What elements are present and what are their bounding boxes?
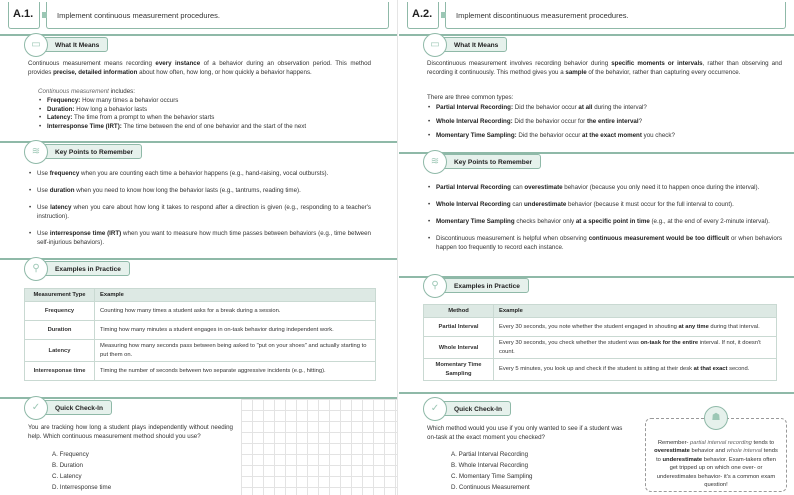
includes-rest: includes:	[108, 88, 135, 95]
bold-text: Interresponse Time (IRT):	[47, 123, 122, 131]
notes-grid	[241, 399, 397, 495]
text: checks behavior only	[514, 217, 576, 225]
what-it-means-header: What It Means	[429, 37, 507, 52]
bold-text: overestimate	[654, 448, 690, 455]
list-item	[427, 118, 782, 127]
text: you check?	[641, 131, 675, 139]
text: when you are counting each time a behavior happens (e.g., hand-raising, vocal outbursts).	[79, 170, 329, 177]
quiz-options	[43, 450, 111, 493]
column-header: Example	[95, 289, 376, 302]
list-item	[427, 235, 782, 253]
examples-header: Examples in Practice	[30, 261, 130, 276]
key-points-icon: ≋	[24, 140, 48, 164]
list-item	[28, 204, 371, 222]
bold-text: Latency:	[47, 114, 73, 122]
type-cell	[424, 359, 494, 381]
column-header: Measurement Type	[25, 289, 95, 302]
bold-text: specific moments or intervals	[611, 60, 703, 67]
bold-text: Whole Interval Recording	[436, 200, 511, 208]
text: or when behaviors happen too frequently to record each instance.	[436, 234, 782, 251]
bold-text: at a specific point in time	[575, 217, 650, 225]
list-item	[427, 201, 782, 210]
text: Every 30 seconds, you note whether the student engaged in shouting	[499, 324, 679, 331]
text: Discontinuous measurement is helpful when observing	[436, 234, 589, 242]
definition-paragraph	[427, 60, 782, 78]
quiz-option[interactable]: C. Latency	[52, 472, 82, 480]
text: How many times a behavior occurs	[80, 97, 179, 104]
bold-text: Partial Interval Recording:	[436, 104, 514, 111]
divider	[399, 34, 794, 36]
list-item	[38, 114, 377, 123]
table-row	[424, 359, 777, 381]
text: Use	[37, 203, 51, 211]
examples-table	[24, 288, 376, 381]
bold-text: sample	[565, 68, 587, 76]
text: during the interval?	[592, 104, 647, 111]
column-header: Example	[494, 305, 777, 318]
magnifier-icon: ⚲	[423, 274, 447, 298]
quiz-option[interactable]: C. Momentary Time Sampling	[451, 472, 533, 480]
text: (e.g., at the end of every 2-minute interval).	[649, 217, 770, 225]
table-row	[25, 302, 376, 321]
text: Continuous measurement means recording	[28, 60, 156, 67]
bold-text: the entire interval	[586, 117, 639, 125]
text: Partial Interval	[438, 324, 479, 331]
text: second.	[727, 366, 750, 373]
type-cell: Interresponse time	[25, 362, 95, 381]
text: when you need to know how long the behavior lasts (e.g., tantrums, reading time).	[74, 186, 301, 194]
bold-text: at the exact moment	[582, 131, 642, 139]
example-cell: Timing how many minutes a student engages in on-task behavior during independent work.	[95, 321, 376, 340]
key-points-header: Key Points to Remember	[429, 154, 541, 169]
includes-term: Continuous measurement	[38, 88, 109, 95]
text: interval. If not, it doesn't count.	[499, 340, 761, 355]
divider	[0, 141, 397, 143]
divider	[0, 258, 397, 260]
divider	[399, 392, 794, 394]
list-item	[427, 184, 782, 193]
italic-text: whole interval	[726, 448, 763, 455]
table-row	[25, 321, 376, 340]
magnifier-icon: ⚲	[24, 257, 48, 281]
list-item	[28, 230, 371, 248]
column-header: Method	[424, 305, 494, 318]
quiz-option[interactable]: A. Partial Interval Recording	[451, 451, 529, 458]
text: Did the behavior occur for	[512, 117, 587, 125]
text: Use	[37, 170, 50, 177]
bold-text: Momentary Time Sampling	[436, 217, 515, 225]
list-item	[38, 123, 377, 132]
text: during that interval.	[708, 324, 760, 331]
bold-text: latency	[50, 203, 72, 211]
type-cell: Latency	[25, 340, 95, 362]
bold-text: at that exact	[693, 366, 728, 373]
book-icon: ▭	[423, 33, 447, 57]
quiz-question: You are tracking how long a student plays independently without needing help. Which continuous measurement method should you use?	[28, 424, 233, 440]
list-item	[28, 170, 371, 179]
text: behavior (because you only need it to happen once during the interval).	[562, 184, 760, 191]
text: How long a behavior lasts	[74, 105, 148, 113]
panel-a2	[399, 0, 794, 495]
text: behavior. Exam-takers often get tripped up on which one over- or underestimates behavior- it's a common exam question!	[656, 456, 776, 488]
example-cell	[494, 359, 777, 381]
text: when you care about how long it takes to respond after a direction is given (e.g., responding to a teacher's instruction).	[37, 203, 371, 220]
bold-text: frequency	[49, 170, 80, 177]
types-list	[427, 104, 782, 146]
text: of the behavior, rather than capturing every occurrence.	[586, 68, 741, 76]
section-title: Implement continuous measurement procedures.	[46, 2, 389, 29]
bold-text: Partial Interval Recording	[436, 184, 511, 191]
bold-text: at all	[578, 104, 593, 111]
text: Discontinuous measurement involves recording behavior during	[427, 60, 612, 67]
includes-list	[38, 97, 377, 132]
bold-text: Frequency:	[47, 97, 81, 104]
bold-text: interresponse time (IRT)	[49, 229, 122, 237]
quiz-question: Which method would you use if you only wanted to see if a student was on-task at the exact moment you checked?	[427, 425, 623, 441]
text: The time between the end of one behavior and the start of the next	[121, 123, 307, 131]
section-title: Implement discontinuous measurement procedures.	[445, 2, 786, 29]
list-item	[38, 106, 377, 115]
text: can	[510, 184, 525, 191]
quiz-option[interactable]: D. Interresponse time	[52, 483, 112, 491]
section-code: A.1.	[8, 2, 40, 29]
text: tends to	[751, 440, 775, 446]
quick-check-header: Quick Check-In	[429, 401, 511, 416]
text: Momentary Time Sampling	[435, 362, 482, 377]
italic-text: partial interval recording	[690, 440, 752, 446]
text: Did the behavior occur	[516, 131, 583, 139]
types-intro: There are three common types:	[427, 94, 514, 101]
key-points-icon: ≋	[423, 150, 447, 174]
list-item	[28, 187, 371, 196]
lightbulb-icon: ☗	[704, 406, 728, 430]
divider	[0, 34, 397, 36]
bold-text: every instance	[155, 60, 201, 67]
key-points-list	[28, 170, 371, 256]
bold-text: precise, detailed information	[53, 68, 138, 76]
example-cell: Measuring how many seconds pass between being asked to "put on your shoes" and actually starting to put them on.	[95, 340, 376, 362]
bold-text: duration	[49, 186, 75, 194]
bold-text: at any time	[678, 324, 709, 331]
text: of a behavior during an observation period. This method provides	[28, 60, 371, 76]
text: Remember-	[657, 440, 691, 446]
quiz-option[interactable]: A. Frequency	[52, 451, 89, 458]
text: tends to	[656, 448, 778, 463]
examples-header: Examples in Practice	[429, 278, 529, 293]
list-item	[38, 97, 377, 106]
text: The time from a prompt to when the behavior starts	[72, 114, 215, 122]
text: ?	[638, 117, 643, 125]
text: when you want to measure how much time passes between behaviors (e.g., time between self-injurious behaviors).	[37, 229, 371, 246]
bold-text: continuous measurement would be too difficult	[588, 234, 730, 242]
definition-paragraph	[28, 60, 371, 78]
text: Every 30 seconds, you check whether the student was	[499, 340, 641, 347]
checkmark-icon: ✓	[423, 397, 447, 421]
text: Whole Interval	[438, 344, 479, 351]
includes-label	[38, 88, 135, 97]
text: about how often, how long, or how quickly a behavior happens.	[137, 68, 312, 76]
list-item	[427, 218, 782, 227]
key-points-header: Key Points to Remember	[30, 144, 142, 159]
type-cell	[424, 337, 494, 359]
text: , rather than observing and recording it continuously. This method gives you a	[427, 60, 782, 76]
page-gutter	[397, 0, 398, 495]
table-row	[424, 318, 777, 337]
table-row	[25, 362, 376, 381]
list-item	[427, 104, 782, 113]
list-item	[427, 132, 782, 141]
what-it-means-header: What It Means	[30, 37, 108, 52]
bold-text: overestimate	[524, 184, 563, 191]
quiz-options	[442, 450, 533, 493]
table-row	[25, 340, 376, 362]
type-cell: Frequency	[25, 302, 95, 321]
text: Every 5 minutes, you look up and check if the student is sitting at their desk	[499, 366, 694, 373]
quiz-option[interactable]: B. Whole Interval Recording	[451, 461, 529, 469]
quiz-option[interactable]: D. Continuous Measurement	[451, 483, 530, 491]
text: behavior (because it must occur for the full interval to count).	[566, 200, 734, 208]
text: behavior and	[689, 448, 727, 455]
quiz-option[interactable]: B. Duration	[52, 461, 83, 469]
bold-text: Momentary Time Sampling:	[436, 131, 517, 139]
bold-text: Whole Interval Recording:	[436, 117, 513, 125]
bold-text: Duration:	[47, 105, 75, 113]
example-cell	[494, 318, 777, 337]
text: Use	[37, 229, 50, 237]
quick-check-header: Quick Check-In	[30, 400, 112, 415]
bold-text: on-task for the entire	[640, 340, 699, 347]
example-cell: Timing the number of seconds between two separate aggressive incidents (e.g., hitting).	[95, 362, 376, 381]
section-code: A.2.	[407, 2, 439, 29]
text: Use	[37, 186, 50, 194]
example-cell: Counting how many times a student asks for a break during a session.	[95, 302, 376, 321]
text: Did the behavior occur	[513, 104, 579, 111]
bold-text: underestimate	[524, 200, 567, 208]
book-icon: ▭	[24, 33, 48, 57]
table-row	[424, 337, 777, 359]
checkmark-icon: ✓	[24, 396, 48, 420]
text: can	[510, 200, 525, 208]
key-points-list	[427, 184, 782, 261]
type-cell	[424, 318, 494, 337]
examples-table	[423, 304, 777, 381]
bold-text: underestimate	[662, 456, 703, 463]
example-cell	[494, 337, 777, 359]
type-cell: Duration	[25, 321, 95, 340]
